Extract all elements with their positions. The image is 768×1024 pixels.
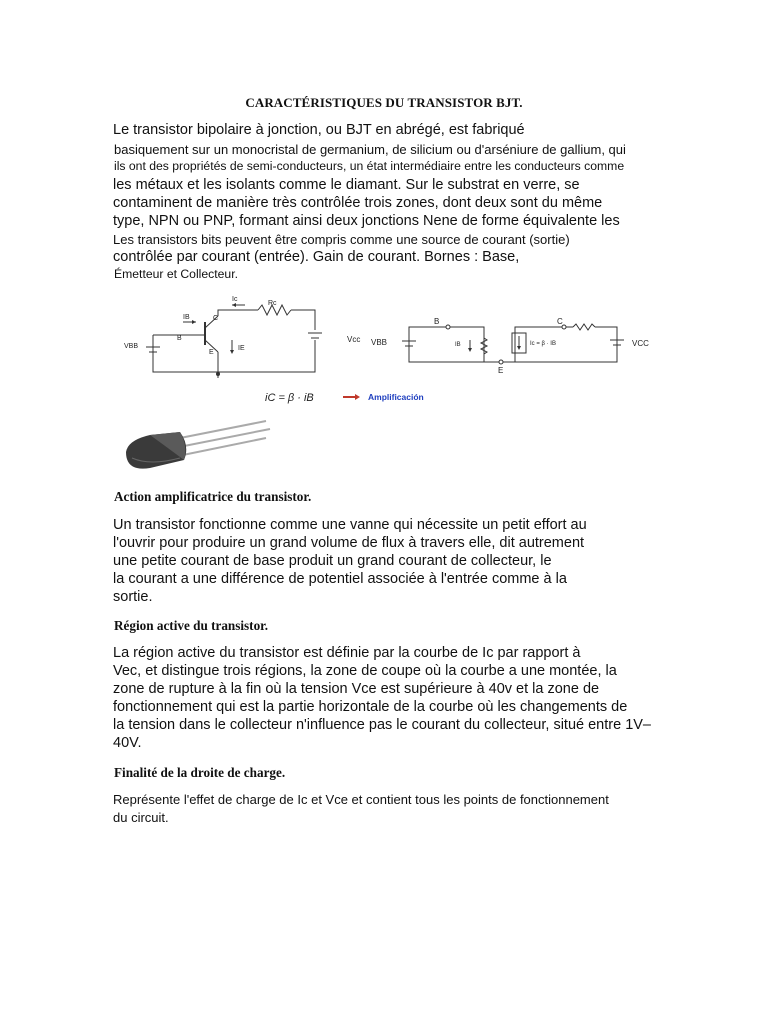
section-line: du circuit. xyxy=(113,810,169,825)
section-line: une petite courant de base produit un grand courant de collecteur, le xyxy=(113,553,552,569)
arrow-icon xyxy=(343,394,360,400)
section-line: Vec, et distingue trois régions, la zone de coupe où la courbe a une montée, la xyxy=(113,663,617,679)
intro-line: les métaux et les isolants comme le diamant. Sur le substrat en verre, se xyxy=(113,177,580,193)
right-label-b: B xyxy=(434,317,440,326)
right-base-loop xyxy=(409,327,484,362)
intro-line: contrôlée par courant (entrée). Gain de courant. Bornes : Base, xyxy=(113,249,520,265)
section-heading: Région active du transistor. xyxy=(114,618,269,633)
section-heading: Finalité de la droite de charge. xyxy=(114,765,286,780)
intro-line: contaminent de manière très contrôlée trois zones, dont deux sont du même xyxy=(113,195,603,211)
section-line: fonctionnement qui est la partie horizontale de la courbe où les changements de xyxy=(113,699,628,715)
transistor-package-illustration xyxy=(126,421,270,469)
amplification-label: Amplificación xyxy=(368,392,424,402)
left-label-ie: IE xyxy=(238,345,245,352)
left-label-vcc: Vcc xyxy=(347,335,361,344)
section-line: sortie. xyxy=(113,589,153,605)
left-label-ib: IB xyxy=(183,314,190,321)
left-label-b: B xyxy=(177,335,182,342)
section-line: la courant a une différence de potentiel associée à l'entrée comme à la xyxy=(113,571,567,587)
intro-line: Émetteur et Collecteur. xyxy=(114,267,238,281)
intro-line: Les transistors bits peuvent être compris comme une source de courant (sortie) xyxy=(113,232,570,247)
section-line: La région active du transistor est définie par la courbe de Ic par rapport à xyxy=(113,645,581,661)
right-label-c: C xyxy=(557,317,563,326)
right-label-vcc: VCC xyxy=(632,339,649,348)
section-line: la tension dans le collecteur n'influence pas le courant du collecteur, situé entre 1V– xyxy=(113,717,651,733)
section-line: Représente l'effet de charge de Ic et Vce et contient tous les points de fonctionnement xyxy=(113,792,609,807)
section-heading: Action amplificatrice du transistor. xyxy=(114,489,312,504)
right-label-vbb: VBB xyxy=(371,338,388,347)
intro-line: type, NPN ou PNP, formant ainsi deux jonctions Nene de forme équivalente les xyxy=(113,213,620,229)
section-line: Un transistor fonctionne comme une vanne qui nécessite un petit effort au xyxy=(113,517,587,533)
left-label-ic: Ic xyxy=(232,296,238,303)
right-label-e: E xyxy=(498,366,504,375)
left-label-rc: Rc xyxy=(268,300,277,307)
section-line: l'ouvrir pour produire un grand volume de flux à travers elle, dit autrement xyxy=(113,535,585,551)
document-title: CARACTÉRISTIQUES DU TRANSISTOR BJT. xyxy=(245,95,523,110)
intro-line: ils ont des propriétés de semi-conducteurs, un état intermédiaire entre les conducteurs comme xyxy=(114,159,625,173)
right-label-ib: IB xyxy=(455,342,461,348)
intro-line: basiquement sur un monocristal de germanium, de silicium ou d'arséniure de gallium, qui xyxy=(114,142,626,157)
amplification-formula: iC = β · iB xyxy=(265,392,314,404)
section-line: 40V. xyxy=(113,735,142,751)
section-line: zone de rupture à la fin où la tension Vce est supérieure à 40v et la zone de xyxy=(113,681,600,697)
left-label-e: E xyxy=(209,349,214,356)
left-label-c: C xyxy=(213,315,219,322)
left-label-vbb: VBB xyxy=(124,343,139,350)
intro-line: Le transistor bipolaire à jonction, ou BJT en abrégé, est fabriqué xyxy=(113,122,525,138)
right-label-source: Ic = β · IB xyxy=(530,341,556,347)
